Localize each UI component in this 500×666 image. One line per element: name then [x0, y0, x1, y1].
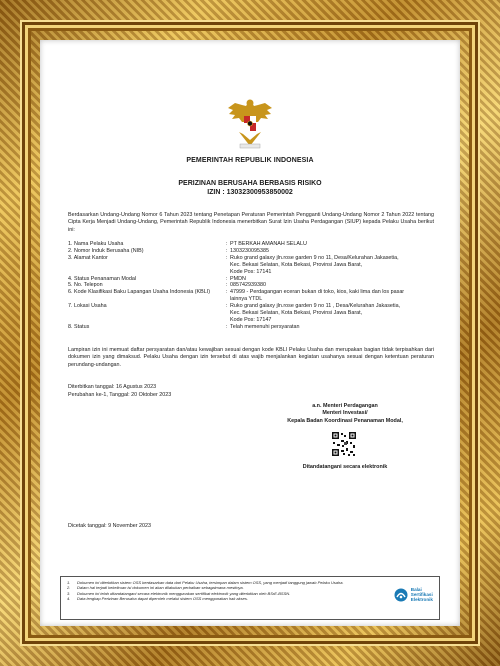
field-value [226, 282, 438, 289]
electronic-signature-note: Ditandatangani secara elektronik [302, 464, 388, 470]
field-row [68, 241, 438, 248]
field-row [68, 289, 438, 303]
closing-paragraph: Lampiran izin ini memuat daftar persyaratan dan/atau kewajiban sesuai dengan kode KBLI Pelaku Usaha dan merupakan bagian tidak terpisahkan dari dokumen izin yang dimaksud. Pelaku Usaha dengan izin tersebut di atas wajib menjalankan kegiatan usahanya sesuai dengan ketentuan peraturan perundang-undangan. [68, 347, 434, 368]
qr-code-icon [331, 431, 357, 457]
signer-line-2: Menteri Investasi/ [322, 410, 368, 417]
note-text: Dokumen ini telah ditandatangani secara elektronik menggunakan sertifikat elektronik yang diterbitkan oleh BSrE-BSSN. [77, 590, 291, 596]
revision-date: Perubahan ke-1, Tanggal: 20 Oktober 2023 [68, 391, 172, 398]
document-title: PERIZINAN BERUSAHA BERBASIS RISIKO [178, 180, 322, 187]
note-item [67, 596, 349, 601]
bsre-line-2: Sertifikasi [410, 592, 433, 597]
field-value-line: Kec. Bekasi Selatan, Kota Bekasi, Provinsi Jawa Barat, [230, 261, 363, 268]
field-value-line: : Ruko grand galaxy jln.rose garden 9 no 11 , Desa/Kelurahan Jakasetia, [230, 303, 401, 310]
field-label: 4. Status Penanaman Modal [68, 275, 137, 282]
bsre-logo [394, 587, 433, 602]
signer-line-1: a.n. Menteri Perdagangan [312, 403, 378, 409]
signature-block [245, 403, 445, 425]
note-number: 3. [67, 590, 71, 596]
field-label: 2. Nomor Induk Berusaha (NIB) [68, 247, 144, 254]
field-row [68, 324, 438, 331]
permit-number: IZIN : 13032300953850002 [207, 189, 293, 196]
field-value [226, 303, 438, 324]
notes-list [67, 580, 349, 602]
field-row [68, 282, 438, 289]
field-label: 3. Alamat Kantor [68, 254, 108, 261]
field-value [226, 255, 438, 276]
bsre-line-1: Balai [410, 587, 422, 592]
field-value-line: Kode Pos: 17147 [230, 316, 272, 323]
field-value [226, 241, 438, 248]
field-value [226, 276, 438, 283]
field-row [68, 248, 438, 255]
field-value-line: Kode Pos: 17141 [230, 268, 272, 275]
note-number: 2. [67, 585, 71, 591]
note-text: Data lengkap Perizinan Berusaha dapat diperoleh melalui sistem OSS menggunakan hak akses. [77, 596, 248, 602]
field-label: 8. Status [68, 323, 90, 330]
field-label: 5. No. Telepon [68, 282, 103, 289]
field-row [68, 255, 438, 276]
field-value [226, 248, 438, 255]
notes-box [60, 576, 440, 620]
bsre-logo-text [411, 587, 433, 602]
issue-dates [68, 384, 171, 399]
field-value-line: : PT BERKAH AMANAH SELALU [230, 241, 307, 247]
garuda-emblem-icon [225, 94, 275, 152]
note-number: 4. [67, 596, 71, 602]
field-value-line: lainnya YTDL [230, 296, 263, 303]
issued-date: Diterbitkan tanggal: 16 Agustus 2023 [68, 384, 157, 390]
field-value-line: : 085742939380 [230, 282, 266, 289]
field-label: 6. Kode Klasifikasi Baku Lapangan Usaha Indonesia (KBLI) [68, 289, 211, 296]
government-title: PEMERINTAH REPUBLIK INDONESIA [186, 157, 314, 164]
field-value-line: : 1303230095385 [230, 247, 269, 254]
field-label: 1. Nama Pelaku Usaha [68, 241, 124, 247]
business-fields [68, 241, 438, 331]
field-row [68, 303, 438, 324]
note-text: Dokumen ini diterbitkan sistem OSS berdasarkan data dari Pelaku Usaha, tersimpan dalam sistem OSS, yang menjadi tanggung jawab Pelaku Usaha. [77, 580, 344, 585]
printed-date: Dicetak tanggal: 9 November 2023 [68, 523, 152, 529]
certificate-paper [40, 40, 460, 626]
intro-paragraph: Berdasarkan Undang-Undang Nomor 6 Tahun 2023 tentang Penetapan Peraturan Pemerintah Pengganti Undang-Undang Nomor 2 Tahun 2022 tentang Cipta Kerja Menjadi Undang-Undang, Pemerintah Republik Indonesia menerbitkan Surat Izin Usaha Perdagangan (SIUP) kepada Pelaku Usaha berikut ini: [68, 212, 434, 233]
note-number: 1. [67, 580, 71, 585]
field-value-line: : Ruko grand galaxy jln.rose garden 9 no 11, Desa/Kelurahan Jakasetia, [230, 254, 399, 261]
field-label: 7. Lokasi Usaha [68, 303, 107, 310]
field-value-line: : Telah memenuhi persyaratan [230, 323, 300, 330]
field-value-line: Kec. Bekasi Selatan, Kota Bekasi, Provinsi Jawa Barat, [230, 310, 363, 317]
bsre-logo-icon [394, 588, 408, 602]
note-text: Dalam hal terjadi kekeliruan isi dokumen ini akan dilakukan perbaikan sebagaimana mestinya. [77, 585, 244, 591]
field-row [68, 276, 438, 283]
field-value-line: : 47999 - Perdagangan eceran bukan di toko, kios, kaki lima dan los pasar [230, 289, 405, 296]
field-value [226, 289, 438, 303]
bsre-line-3: Elektronik [410, 597, 433, 602]
field-value-line: : PMDN [230, 275, 246, 282]
field-value [226, 324, 438, 331]
signer-line-3: Kepala Badan Koordinasi Penanaman Modal, [287, 417, 403, 424]
